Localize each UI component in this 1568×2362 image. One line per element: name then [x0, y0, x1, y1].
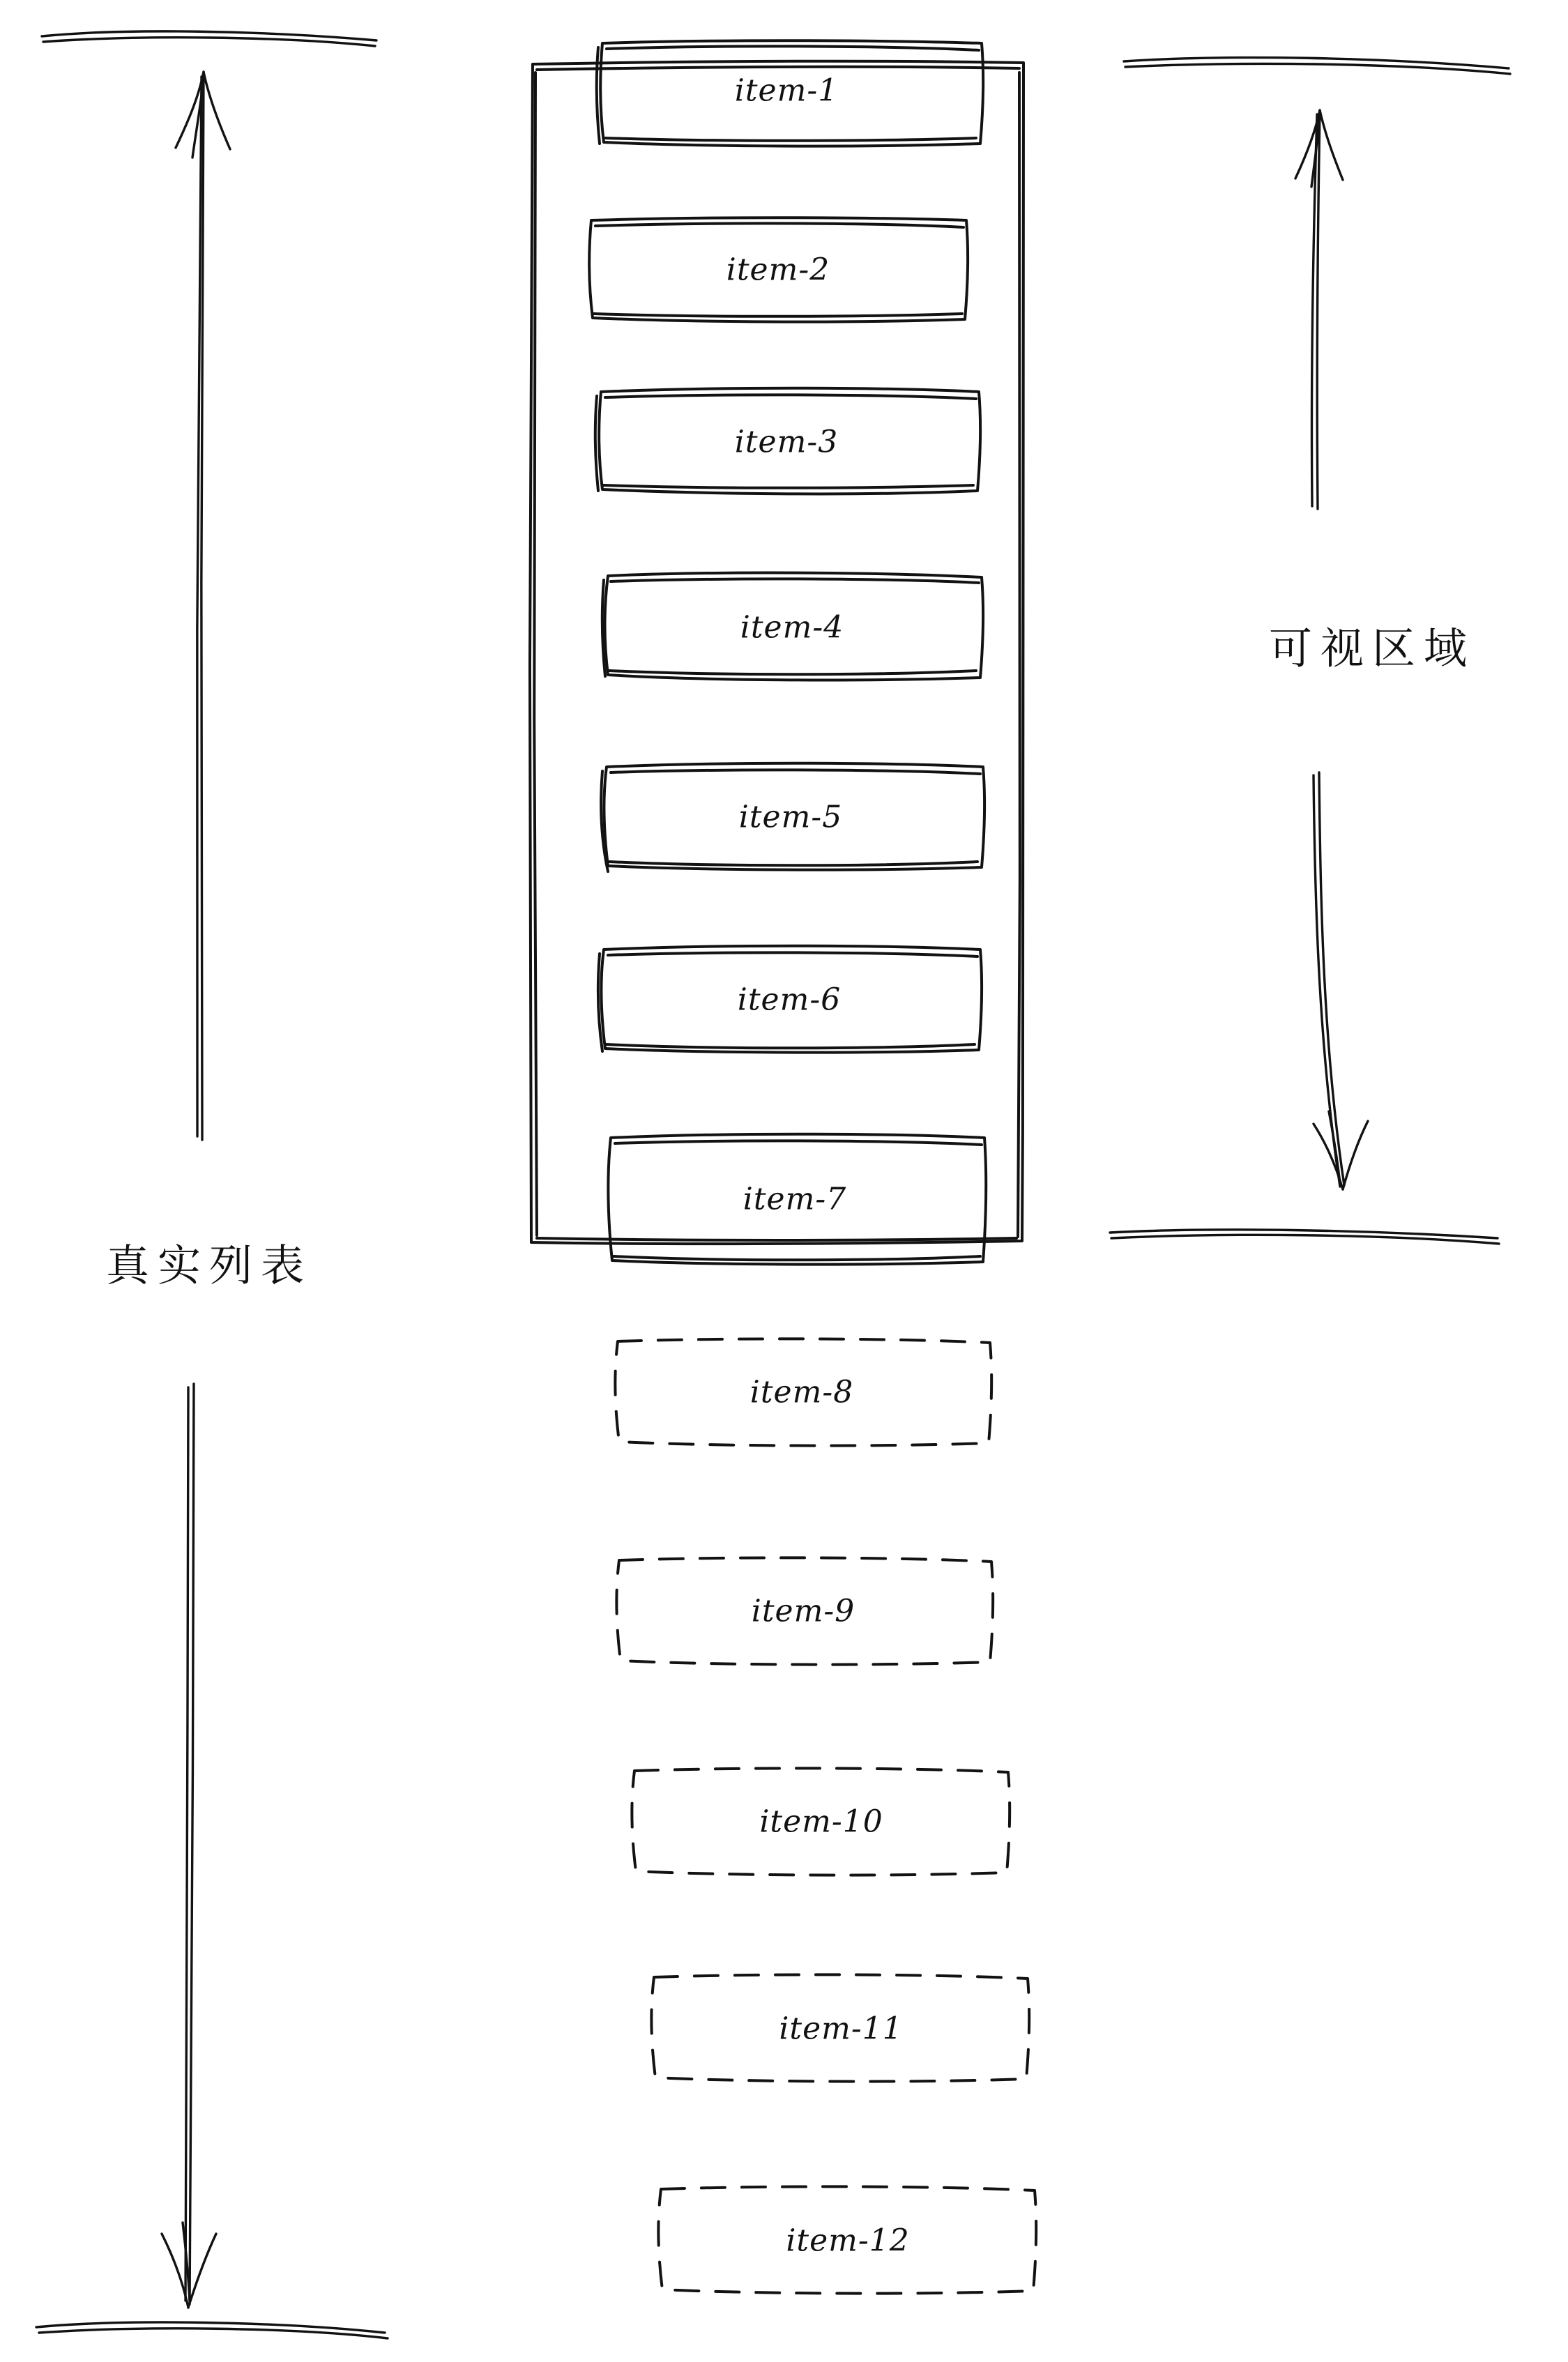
item-9-label: item-9: [751, 1593, 855, 1629]
left-top-cap: [42, 31, 376, 46]
item-12-label: item-12: [786, 2223, 910, 2259]
item-10-label: item-10: [759, 1804, 883, 1840]
right-up-arrow: [1295, 110, 1343, 509]
left-down-arrow: [162, 1384, 216, 2308]
item-11-label: item-11: [779, 2011, 903, 2047]
item-2-label: item-2: [726, 252, 830, 288]
item-7-label: item-7: [743, 1181, 847, 1217]
item-4-label: item-4: [740, 609, 844, 646]
left-up-arrow: [176, 72, 230, 1140]
right-top-cap: [1124, 58, 1510, 74]
item-6-label: item-6: [737, 982, 842, 1018]
real-list-title: 真实列表: [105, 1240, 313, 1291]
right-bottom-cap: [1110, 1230, 1499, 1244]
right-down-arrow: [1314, 772, 1368, 1189]
viewport-title: 可视区域: [1268, 623, 1476, 674]
item-5-label: item-5: [738, 799, 843, 835]
item-1-label: item-1: [734, 73, 839, 109]
item-8-label: item-8: [749, 1374, 854, 1410]
left-bottom-cap: [36, 2322, 388, 2338]
item-3-label: item-3: [734, 424, 839, 460]
